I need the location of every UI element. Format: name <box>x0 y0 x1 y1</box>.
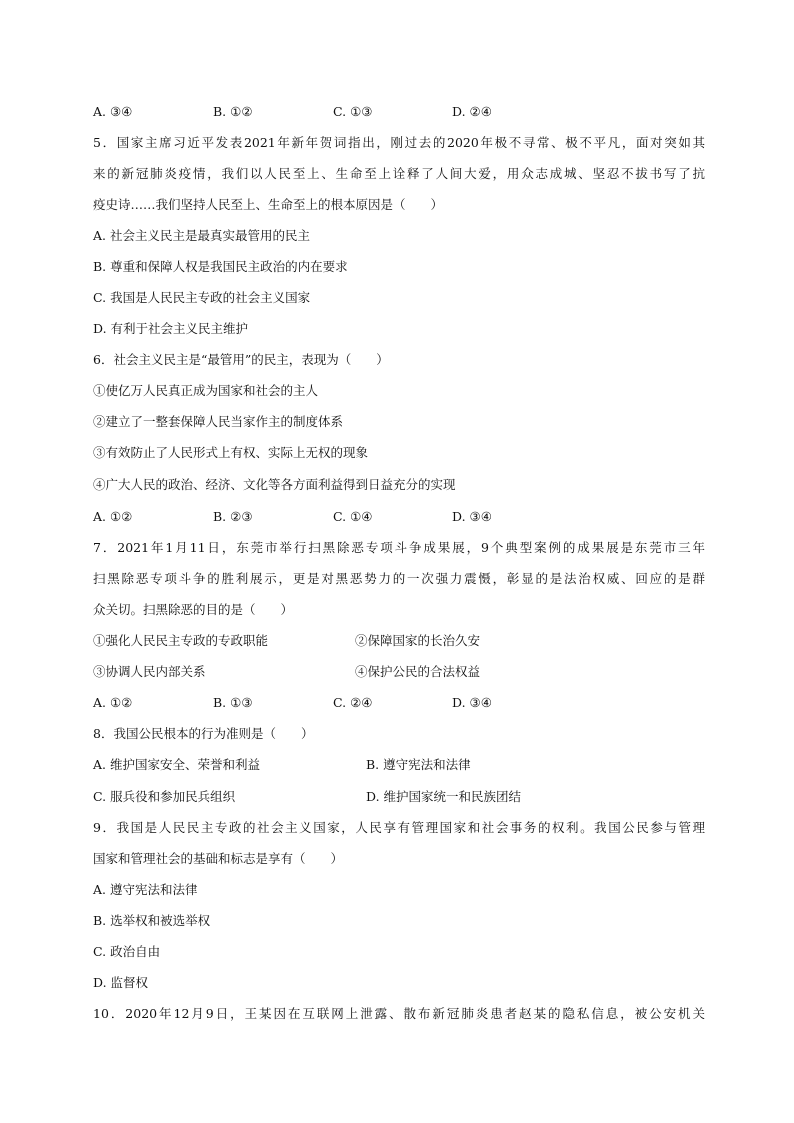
q7-option-d: D. ③④ <box>452 695 492 710</box>
q6-stem: 6．社会主义民主是“最管用”的民主，表现为（ ） <box>93 352 389 367</box>
q7-stem-line-3: 众关切。扫黑除恶的目的是（ ） <box>93 602 294 617</box>
q4-option-c: C. ①③ <box>333 104 373 119</box>
q6-option-c: C. ①④ <box>333 509 373 524</box>
q9-option-c: C. 政治自由 <box>93 944 161 959</box>
q5-stem-line-3: 疫史诗……我们坚持人民至上、生命至上的根本原因是（ ） <box>93 197 444 212</box>
q6-item-4: ④广大人民的政治、经济、文化等各方面利益得到日益充分的实现 <box>93 477 456 492</box>
q8-option-a: A. 维护国家安全、荣誉和利益 <box>93 757 260 772</box>
q5-stem-line-2: 来的新冠肺炎疫情，我们以人民至上、生命至上诠释了人间大爱，用众志成城、坚忍不拔书写了抗 <box>93 166 705 181</box>
q6-option-d: D. ③④ <box>452 509 492 524</box>
q7-item-3: ③协调人民内部关系 <box>93 664 206 679</box>
q7-option-c: C. ②④ <box>333 695 373 710</box>
q4-option-d: D. ②④ <box>452 104 492 119</box>
q7-item-4: ④保护公民的合法权益 <box>355 664 481 679</box>
q9-option-b: B. 选举权和被选举权 <box>93 913 211 928</box>
q9-stem-line-1: 9．我国是人民民主专政的社会主义国家，人民享有管理国家和社会事务的权利。我国公民参与管理 <box>93 820 705 835</box>
q7-option-b: B. ①③ <box>213 695 253 710</box>
q8-option-b: B. 遵守宪法和法律 <box>366 757 471 772</box>
q5-option-d: D. 有利于社会主义民主维护 <box>93 321 249 336</box>
q6-item-1: ①使亿万人民真正成为国家和社会的主人 <box>93 383 319 398</box>
q5-option-a: A. 社会主义民主是最真实最管用的民主 <box>93 228 310 243</box>
q7-stem-line-2: 扫黑除恶专项斗争的胜利展示，更是对黑恶势力的一次强力震慑，彰显的是法治权威、回应的是群 <box>93 571 705 586</box>
q6-item-2: ②建立了一整套保障人民当家作主的制度体系 <box>93 414 344 429</box>
q6-option-b: B. ②③ <box>213 509 253 524</box>
q10-stem-line-1: 10．2020年12月9日，王某因在互联网上泄露、散布新冠肺炎患者赵某的隐私信息，被公安机关 <box>93 1006 705 1021</box>
q7-item-2: ②保障国家的长治久安 <box>355 633 481 648</box>
q9-stem-line-2: 国家和管理社会的基础和标志是享有（ ） <box>93 851 344 866</box>
q7-option-a: A. ①② <box>93 695 133 710</box>
q7-item-1: ①强化人民民主专政的专政职能 <box>93 633 269 648</box>
q8-option-c: C. 服兵役和参加民兵组织 <box>93 789 236 804</box>
q8-option-d: D. 维护国家统一和民族团结 <box>366 789 522 804</box>
q4-option-b: B. ①② <box>213 104 253 119</box>
q5-option-c: C. 我国是人民民主专政的社会主义国家 <box>93 290 311 305</box>
q6-option-a: A. ①② <box>93 509 133 524</box>
q7-stem-line-1: 7．2021年1月11日，东莞市举行扫黑除恶专项斗争成果展，9个典型案例的成果展是东莞市三年 <box>93 540 705 555</box>
q9-option-a: A. 遵守宪法和法律 <box>93 882 198 897</box>
q5-option-b: B. 尊重和保障人权是我国民主政治的内在要求 <box>93 259 348 274</box>
q5-stem-line-1: 5．国家主席习近平发表2021年新年贺词指出，刚过去的2020年极不寻常、极不平凡，面对突如其 <box>93 135 705 150</box>
q6-item-3: ③有效防止了人民形式上有权、实际上无权的现象 <box>93 445 369 460</box>
q9-option-d: D. 监督权 <box>93 975 149 990</box>
q8-stem: 8．我国公民根本的行为准则是（ ） <box>93 726 314 741</box>
q4-option-a: A. ③④ <box>93 104 133 119</box>
